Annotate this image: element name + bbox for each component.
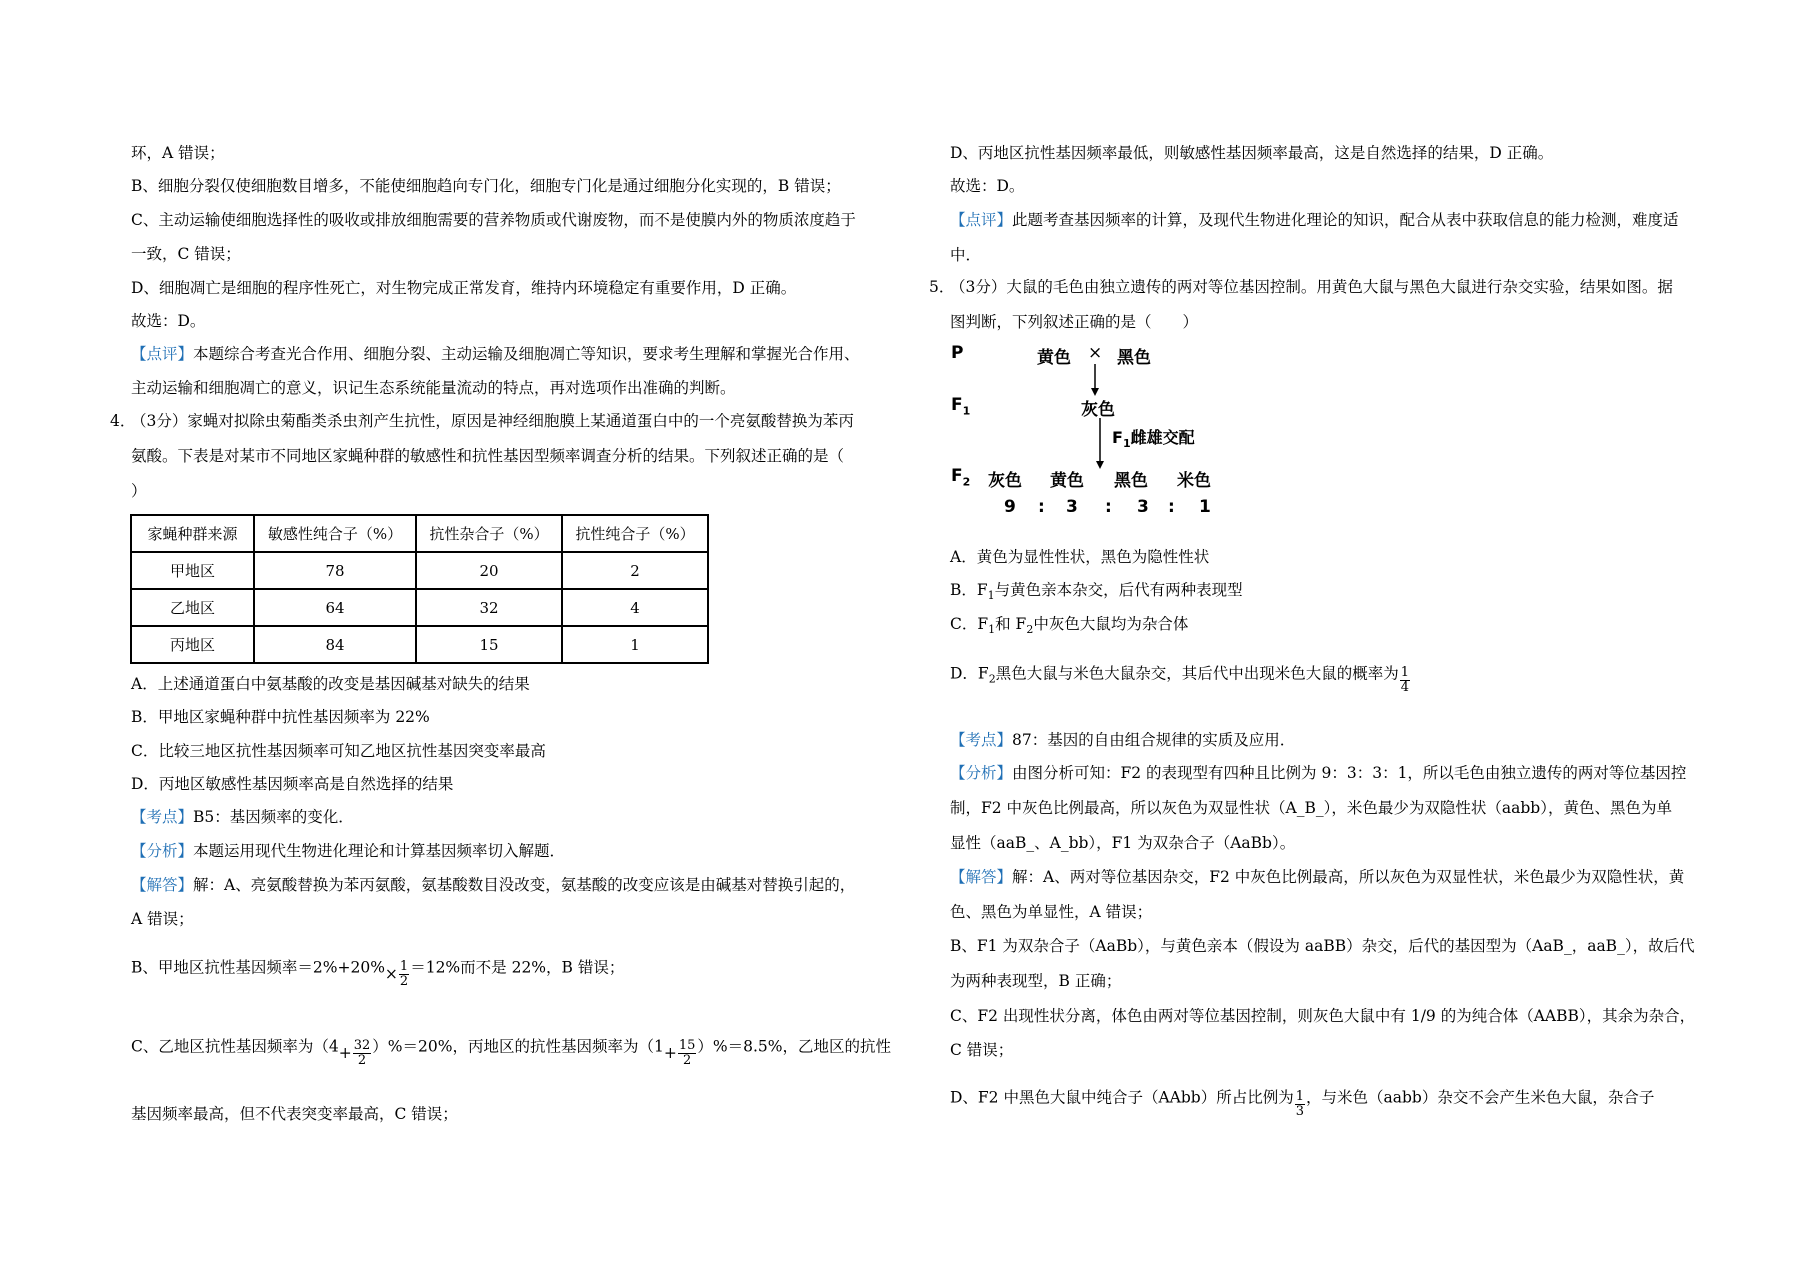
plus-symbol: + bbox=[338, 1043, 352, 1062]
option-text: 黑色大鼠与米色大鼠杂交，其后代中出现米色大鼠的概率为 bbox=[995, 664, 1399, 683]
knowledge-point-text: B5：基因频率的变化． bbox=[193, 808, 354, 826]
option-a: A．上述通道蛋白中氨基酸的改变是基因碱基对缺失的结果 bbox=[131, 675, 530, 693]
answer-tag: 【解答】 bbox=[950, 868, 1013, 886]
table-cell: 1 bbox=[562, 626, 708, 663]
analysis-tag: 【分析】 bbox=[950, 764, 1013, 782]
question-text: 氨酸。下表是对某市不同地区家蝇种群的敏感性和抗性基因型频率调查分析的结果。下列叙述正确的是（ bbox=[131, 447, 845, 465]
option-d bbox=[950, 660, 1411, 695]
f1-mate-letter: F bbox=[1112, 428, 1123, 447]
option-b: B．甲地区家蝇种群中抗性基因频率为 22% bbox=[131, 708, 430, 726]
table-cell: 78 bbox=[254, 552, 416, 589]
fraction-numerator: 1 bbox=[399, 959, 409, 974]
analysis-text: 由图分析可知：F2 的表现型有四种且比例为 9：3：3：1，所以毛色由独立遗传的两对等位基因控 bbox=[1012, 764, 1687, 782]
option-text: 和 F bbox=[995, 615, 1027, 633]
option-text: 中灰色大鼠均为杂合体 bbox=[1033, 615, 1189, 633]
text-line: 为两种表现型，B 正确； bbox=[950, 972, 1122, 990]
ratio-value: 1 bbox=[1199, 497, 1211, 517]
formula-text: C、乙地区抗性基因频率为（4 bbox=[131, 1037, 339, 1056]
text-line: 故选：D。 bbox=[950, 177, 1025, 195]
table-cell: 15 bbox=[416, 626, 562, 663]
table-header-cell: 敏感性纯合子（%） bbox=[254, 515, 416, 552]
ratio-value: 3 bbox=[1066, 497, 1078, 517]
parent-black: 黑色 bbox=[1117, 348, 1151, 368]
ratio-value: 3 bbox=[1137, 497, 1149, 517]
comment-text: 本题综合考查光合作用、细胞分裂、主动运输及细胞凋亡等知识，要求考生理解和掌握光合作用、 bbox=[193, 345, 860, 363]
option-c bbox=[950, 614, 1188, 640]
text-line: 制，F2 中灰色比例最高，所以灰色为双显性状（A_B_），米色最少为双隐性状（aabb），黄色、黑色为单 bbox=[950, 799, 1672, 817]
ratio-colon: : bbox=[1105, 497, 1112, 517]
text-line: C 错误； bbox=[950, 1041, 1014, 1059]
table-cell: 64 bbox=[254, 589, 416, 626]
knowledge-point-text: 87：基因的自由组合规律的实质及应用． bbox=[1012, 731, 1296, 749]
formula-text: B、甲地区抗性基因频率＝2%+20% bbox=[131, 958, 385, 977]
f1-mate-text: 雌雄交配 bbox=[1130, 428, 1195, 447]
table-cell: 甲地区 bbox=[131, 552, 254, 589]
option-text: 与黄色亲本杂交，后代有两种表现型 bbox=[994, 581, 1243, 599]
formula-text: ）%＝20%，丙地区的抗性基因频率为（1 bbox=[372, 1037, 664, 1056]
fraction-denominator: 2 bbox=[399, 974, 409, 989]
option-text: B．F bbox=[950, 581, 988, 599]
option-text: D．F bbox=[950, 664, 989, 683]
text-line: 环，A 错误； bbox=[131, 144, 225, 162]
plus-symbol: + bbox=[663, 1043, 677, 1062]
f1-mating-label bbox=[1112, 425, 1195, 450]
comment-tag: 【点评】 bbox=[950, 211, 1013, 229]
f2-phenotype-beige: 米色 bbox=[1177, 471, 1211, 491]
text-line: D、丙地区抗性基因频率最低，则敏感性基因频率最高，这是自然选择的结果，D 正确。 bbox=[950, 144, 1554, 162]
analysis-tag: 【分析】 bbox=[131, 842, 194, 860]
table-cell: 84 bbox=[254, 626, 416, 663]
text-line: 色、黑色为单显性，A 错误； bbox=[950, 903, 1153, 921]
text-line: C、F2 出现性状分离，体色由两对等位基因控制，则灰色大鼠中有 1/9 的为纯合体（AABB），其余为杂合， bbox=[950, 1007, 1696, 1025]
question-number: 4． bbox=[110, 412, 136, 430]
generation-f1-label bbox=[951, 395, 970, 417]
table-header-cell: 家蝇种群来源 bbox=[131, 515, 254, 552]
subscript: 2 bbox=[988, 672, 996, 686]
fraction-denominator: 2 bbox=[357, 1053, 367, 1068]
text-line: A 错误； bbox=[131, 910, 194, 928]
knowledge-point-tag: 【考点】 bbox=[950, 731, 1013, 749]
option-d: D．丙地区敏感性基因频率高是自然选择的结果 bbox=[131, 775, 454, 793]
generation-p-label: P bbox=[951, 343, 964, 363]
ratio-value: 9 bbox=[1004, 497, 1016, 517]
comment-text: 此题考查基因频率的计算，及现代生物进化理论的知识，配合从表中获取信息的能力检测，难度适 bbox=[1012, 211, 1679, 229]
comment-tag: 【点评】 bbox=[131, 345, 194, 363]
answer-text: 解：A、亮氨酸替换为苯丙氨酸，氨基酸数目没改变，氨基酸的改变应该是由碱基对替换引起的， bbox=[193, 876, 856, 894]
fraction bbox=[1400, 666, 1410, 695]
analysis-text: 本题运用现代生物进化理论和计算基因频率切入解题． bbox=[193, 842, 566, 860]
f2-phenotype-gray: 灰色 bbox=[988, 471, 1022, 491]
subscript: 1 bbox=[988, 623, 996, 637]
formula-text: ＝12%而不是 22%，B 错误； bbox=[410, 958, 625, 977]
f1-subscript: 1 bbox=[962, 404, 971, 418]
option-b bbox=[950, 580, 1243, 606]
fraction-numerator: 1 bbox=[1295, 1089, 1304, 1104]
table-cell: 2 bbox=[562, 552, 708, 589]
fraction-numerator: 32 bbox=[353, 1038, 371, 1053]
table-cell: 4 bbox=[562, 589, 708, 626]
fraction-denominator: 2 bbox=[682, 1053, 692, 1068]
parent-yellow: 黄色 bbox=[1037, 348, 1071, 368]
question-text: ） bbox=[131, 482, 147, 500]
subscript: 1 bbox=[987, 589, 995, 603]
text-line: 一致，C 错误； bbox=[131, 245, 241, 263]
cross-symbol: × bbox=[1088, 343, 1103, 363]
option-c: C．比较三地区抗性基因频率可知乙地区抗性基因突变率最高 bbox=[131, 742, 546, 760]
text-line: 基因频率最高，但不代表突变率最高，C 错误； bbox=[131, 1105, 458, 1123]
generation-f2-label bbox=[951, 466, 970, 488]
text-line: D、细胞凋亡是细胞的程序性死亡，对生物完成正常发育，维持内环境稳定有重要作用，D 正确。 bbox=[131, 279, 797, 297]
ratio-colon: : bbox=[1038, 497, 1045, 517]
question-text: （3分）大鼠的毛色由独立遗传的两对等位基因控制。用黄色大鼠与黑色大鼠进行杂交实验，结果如图。据 bbox=[950, 278, 1673, 296]
fraction-numerator: 1 bbox=[1400, 665, 1409, 680]
f2-letter: F bbox=[951, 466, 963, 486]
answer-tag: 【解答】 bbox=[131, 876, 194, 894]
formula-line-d bbox=[950, 1084, 1655, 1119]
text-line: 主动运输和细胞凋亡的意义，识记生态系统能量流动的特点，再对选项作出准确的判断。 bbox=[131, 379, 736, 397]
analysis-line bbox=[950, 763, 1686, 783]
text-line: C、主动运输使细胞选择性的吸收或排放细胞需要的营养物质或代谢废物，而不是使膜内外的物质浓度趋于 bbox=[131, 211, 856, 229]
answer-line bbox=[950, 867, 1684, 887]
option-text: C．F bbox=[950, 615, 989, 633]
text-line: 故选：D。 bbox=[131, 312, 206, 330]
f2-phenotype-yellow: 黄色 bbox=[1050, 471, 1084, 491]
table-cell: 乙地区 bbox=[131, 589, 254, 626]
answer-text: 解：A、两对等位基因杂交，F2 中灰色比例最高，所以灰色为双显性状，米色最少为双隐性状，黄 bbox=[1012, 868, 1685, 886]
f1-letter: F bbox=[951, 395, 963, 415]
fraction-numerator: 15 bbox=[678, 1038, 696, 1053]
knowledge-point-line bbox=[950, 730, 1295, 750]
question-number: 5． bbox=[929, 278, 955, 296]
knowledge-point-tag: 【考点】 bbox=[131, 808, 194, 826]
table-cell: 20 bbox=[416, 552, 562, 589]
text-line: B、F1 为双杂合子（AaBb），与黄色亲本（假设为 aaBB）杂交，后代的基因型为（AaB_，aaB_），故后代 bbox=[950, 937, 1695, 955]
fraction-denominator: 4 bbox=[1400, 680, 1409, 695]
table-cell: 32 bbox=[416, 589, 562, 626]
table-header-cell: 抗性杂合子（%） bbox=[416, 515, 562, 552]
text-line: 中． bbox=[950, 246, 982, 264]
answer-text: D、F2 中黑色大鼠中纯合子（AAbb）所占比例为 bbox=[950, 1088, 1294, 1107]
f1-mate-subscript: 1 bbox=[1122, 437, 1131, 451]
answer-text: ，与米色（aabb）杂交不会产生米色大鼠，杂合子 bbox=[1306, 1088, 1655, 1107]
text-line: B、细胞分裂仅使细胞数目增多，不能使细胞趋向专门化，细胞专门化是通过细胞分化实现的，B 错误； bbox=[131, 177, 841, 195]
fraction-denominator: 3 bbox=[1295, 1104, 1304, 1119]
table-cell: 丙地区 bbox=[131, 626, 254, 663]
question-text: 图判断，下列叙述正确的是（ ） bbox=[950, 313, 1199, 331]
option-a: A．黄色为显性性状，黑色为隐性性状 bbox=[950, 548, 1210, 566]
f2-subscript: 2 bbox=[962, 475, 971, 489]
ratio-colon: : bbox=[1168, 497, 1175, 517]
question-text: （3分）家蝇对拟除虫菊酯类杀虫剂产生抗性，原因是神经细胞膜上某通道蛋白中的一个亮氨酸替换为苯丙 bbox=[131, 412, 854, 430]
table-header-cell: 抗性纯合子（%） bbox=[562, 515, 708, 552]
times-symbol: × bbox=[384, 964, 398, 983]
fraction bbox=[1295, 1090, 1305, 1119]
f1-gray: 灰色 bbox=[1081, 400, 1115, 420]
subscript: 2 bbox=[1026, 623, 1034, 637]
formula-text: ）%＝8.5%，乙地区的抗性 bbox=[697, 1037, 891, 1056]
text-line: 显性（aaB_、A_bb），F1 为双杂合子（AaBb）。 bbox=[950, 834, 1296, 852]
arrow-head bbox=[1096, 461, 1104, 469]
f2-phenotype-black: 黑色 bbox=[1114, 471, 1148, 491]
